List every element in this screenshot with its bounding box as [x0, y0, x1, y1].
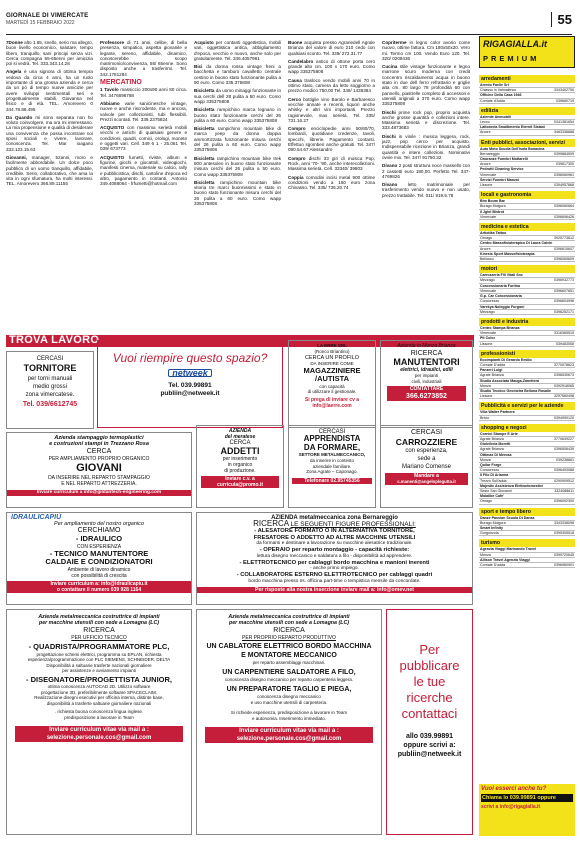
directory-entry-phone: 0399884509 [554, 151, 574, 156]
directory-entry-phone: 0396607851 [554, 288, 574, 293]
classified-ad [382, 182, 470, 198]
classified-ad [6, 40, 93, 66]
directory-entry-detail [479, 531, 575, 536]
directory-entry-phone: 0399720645 [554, 552, 574, 557]
directory-entry-name: Onoranze Funebri Mottarelli [480, 157, 528, 162]
directory-entry-detail [479, 215, 575, 220]
directory-section-title: prodotti e industria [479, 318, 575, 326]
directory-entry-phone: 0396506439 [554, 447, 574, 452]
classified-ad-text: rampichino mountain bike di marca yeep da donna doppia ammortizzata funzionante misura cerchi del 26 pulita a 60 euro. Como wapp 335375808 [194, 126, 281, 153]
classified-ad-lead: Professore [100, 40, 125, 45]
directory-entry-name: Villa Walter Partners [480, 410, 515, 415]
directory-section-title: motori [479, 265, 575, 273]
directory-entry-city: Lecco [480, 120, 490, 125]
classified-ad-lead: 1 Tavolo [100, 87, 119, 93]
directory-entry-phone: 3343402750 [554, 88, 574, 93]
directory-entry-phone: 0396092300 [554, 499, 574, 504]
classified-ad-text: antico di ottone porta cero grande alto cm. 100 x 170 euro. Como wapp 335375808 [288, 58, 375, 75]
classified-ad [382, 134, 470, 160]
classified-ad-lead: Angela [6, 69, 22, 75]
classified-ad-text: fumetti, riviste, album e figurine, giochi e giocattoli, videogiochi, manifesti cinema, materiale su calcio, rally e pubblicistica, dischi, cartoline d'epoca ed altro, pagamento in contanti. Antonio 349.4088064 - frfumetti@hotmail.com [100, 154, 187, 187]
classified-ad-lead: Giovanni, [6, 154, 27, 160]
directory-entry-phone: 0396615607 [554, 246, 574, 251]
directory-entry-phone: 0396252171 [554, 309, 574, 314]
classified-ad-lead: Acquisto [194, 40, 214, 45]
classified-ad-lead: Causa [288, 77, 302, 83]
directory-entry-name: Lattoneria Smaltimento Eternit Sistani [480, 125, 546, 130]
classified-ad-lead: Abbiamo [100, 100, 120, 106]
directory-entry-name: Molalibe Cafe' [480, 494, 505, 499]
directory-section-title: medicina e estetica [479, 223, 575, 231]
ad-quadrista-lomagna: Azienda metalmeccanica costruttrice di impianti per macchine utensili con sede a Lomagna (LC) RICERCA PER UFFICIO TECNICO - QUADRISTA/PROGRAMMATORE PLC, progettazione schemi elettrici, programma su EPLAN, richiesta esperienza/programmazione con PLC SIEMENS, SCHNEIDER, DELTA Disponibilità a saltuarie trasferte nazionali giornaliere per assistenze e avviamento impianti - DISEGNATORE/PROGETTISTA JUNIOR, ottima conoscenza AUTOCAD 2D. Utilizzo software progettazione 3D, preferibilmente software SPACECLAIM. Realizzazione disegni esecutivi per officina interna, distinte base, disponibilità a trasferte saltuarie giornaliere nazionali . richiesta buona conoscenza lingua inglese. predisposizione a lavorare in Team Inviare curriculum vitae via mail a : selezione.personale.cos@gmail.com [6, 609, 192, 835]
directory-entry-city: Bernareggio [480, 151, 500, 156]
directory-entry-name: Smart Infinity [480, 526, 503, 530]
ad-carrozziere: CERCASI CARROZZIERE con esperienza, sede a Mariano Comense Mandare a c.manenti@angeloplegutta.it [380, 425, 473, 508]
directory-entry-phone: 039617300 [556, 162, 574, 167]
directory-entry-detail [479, 99, 575, 104]
directory-entry-detail [479, 394, 575, 399]
directory-entry-name: Kinesis Sport Massofisioterapia [480, 251, 535, 256]
directory-entry-detail [479, 310, 575, 315]
directory-entry-phone: 3925773612 [554, 236, 574, 241]
classified-ad [100, 155, 187, 187]
directory-entry-phone: 0392918065 [554, 383, 574, 388]
classified-ad [288, 156, 375, 172]
directory-entry-city: Gorgonzola [480, 531, 499, 536]
directory-entry-city: Cornate D'adda [480, 563, 506, 568]
classified-ad-lead: Divano [382, 163, 398, 169]
directory-entry-phone: 0396069609 [554, 257, 574, 262]
directory-entry-phone: 0396696426 [554, 214, 574, 219]
classified-ad-text: mi sono separata non ho voluto coinvolgere, ma ora mi interessano. La mia propensione e qualità di desiderare una convivenza che possa incontrare noi sposi sociali e vivere, lavorare, conoscenza. Tel. Mar ioagano 333.123.15.63 [6, 114, 93, 152]
classified-ad [100, 40, 187, 77]
classified-ad [6, 69, 93, 111]
directory-entry-phone: 0396060664 [554, 204, 574, 209]
directory-section-title: Pubblicità e servizi per le aziende [479, 402, 575, 410]
directory-entry-name: Majestic Assistenza Elettrodomestici [480, 483, 543, 488]
classified-ad-text: comodini incisi metal 900 ottime condizioni vendo a 150 euro zona Chivasso. Tel. 335/ 736.20.74 [288, 174, 376, 191]
classified-ad-lead: Dischi [382, 109, 396, 115]
classified-ad [194, 126, 281, 152]
classified-column-2 [100, 40, 187, 189]
classified-ad [288, 126, 375, 152]
classified-ad-lead: Bici [194, 64, 203, 70]
directory-entry-phone: 039483508 [556, 341, 574, 346]
directory-entry-name: Arredo Facile Srl [480, 83, 509, 87]
directory-entry-phone: 039680719 [556, 98, 574, 103]
directory-entry-city: Monza [480, 552, 491, 557]
directory-entry-city: Cornate D'adda [480, 362, 506, 367]
classified-ad-lead: Bicicletta [194, 107, 215, 113]
directory-entry-city: Burago Molgora [480, 204, 506, 209]
directory-entry-name: Centro Stampa Brianza [480, 325, 520, 330]
classified-ad-text: dischi 33 giri di musica Pop, Rock, anni '70- '90, anche interecollezioni. Massima serietà. Cell. 33340/ 39803 [288, 155, 375, 172]
directory-entry-name: Pedrotti Cleaning Service [480, 167, 524, 172]
classified-ad [100, 87, 187, 98]
classified-ad-text: per contanti oggettistica, mobili vari, oggettistica antica, abbigliamento d'epoca, vecchio e nuovo, anche solo per gratuitamente. Tel. 346.4057961 [194, 40, 281, 61]
ad-addetti-produzione: AZIENDA del meratese CERCA ADDETTI per inserimento in organico di produzione. Inviare c.v. a curricula@promo.it [196, 425, 284, 508]
classified-ad-lead: Dischi [382, 133, 396, 139]
directory-entry-city: Vimercate [480, 331, 497, 336]
classified-ad-lead: ACQUISTO [100, 125, 125, 131]
classified-ad-lead: Bicicletta [194, 179, 215, 185]
classified-ad [288, 175, 375, 191]
directory-entry-city: Trezzo Sull'adda [480, 478, 507, 483]
classified-ad [194, 40, 281, 61]
classified-ad [100, 125, 187, 151]
classified-ad-text: stile vintage funzionante e legno marrone scuro moderna con credit concentro riscaldamento acqua in buono stato in due dell ferro refrattario e griglie alta cm. 80 largo 78 profondità 60 con pannello, piastrelle completo di accessori e utensili originali a 370 euro. Como wapp 335375808 [382, 64, 471, 107]
directory-entry-city: Mezzago [480, 309, 495, 314]
directory-entry-name: Agenzia Viaggi Marinando Travel [480, 547, 537, 552]
classified-ad-text: in legno color avorio come nuovo, ottime fattura. Cm 180x50x20. Vero mi. Termo cm 100. Vendo Euro 120. Tel. 320/ 0209436 [382, 40, 471, 61]
classified-ad [100, 101, 187, 122]
directory-entry-phone: 3343338098 [554, 520, 574, 525]
idraulicapiu-logo: IDRAULICAPIÙ [11, 514, 62, 521]
directory-entry-phone: 0396932773 [554, 278, 574, 283]
classified-ad-lead: Cucina [382, 64, 398, 70]
ad-magazziniere: LA ERRE SRL (Ronco Briantino) CERCA UN PROFILO DA INSERIRE COME MAGAZZINIERE /AUTISTA con capacità di utilizzare il gestionale. Si prega di inviare cv a info@laerre.com [288, 340, 376, 428]
classified-ad [6, 115, 93, 152]
classified-column-3 [194, 40, 281, 209]
classified-ad-text: enciclopedie anni 50/60/70, lombardi, quotidiane credenze, tavoli, specchi, librerie. Pagamento contanti. Effettuo sgomberi anche gratuiti. Tel. 347/ 090.54.67 Alessandro [288, 126, 376, 153]
ricerca-line: RICERCA LE SEGUENTI FIGURE PROFESSIONALI: [253, 519, 416, 528]
directory-entry-city: Lissone [480, 341, 493, 346]
directory-entry-city: Vimercate [480, 214, 497, 219]
classified-ad [288, 78, 375, 94]
rigagialla-promo: Vuoi esserci anche tu? Chiama lo 039.99891 oppure scrivi a info@rigagialla.it [479, 784, 575, 836]
classified-ad-text: acquista presso Agrariedell Agrale Brianza del valore di euro 210 cedo con qualsiasi sconto. Tel. 339/ 272.31.77 [288, 40, 375, 56]
ad-pubblica-ricerche: Per pubblicare le tue ricerche contattaci allo 039.99891 oppure scrivi a: publiin@netweek.it [386, 609, 473, 835]
directory-entry-detail [479, 183, 575, 188]
directory-entry-detail [479, 416, 575, 421]
directory-entry-name: Studio Tecnico Geometra Bellona Rosalle [480, 388, 552, 393]
directory-entry-city: Concorezzo [480, 468, 500, 473]
directory-entry-city: Vimercate [480, 288, 497, 293]
directory-entry-name: Concessionaria Fortina [480, 283, 520, 288]
ad-idraulico: IDRAULICAPIÙ Per ampliamento del nostro organico CERCHIAMO - IDRAULICO CON ESPERIENZA - TECNICO MANUTENTORE CALDAIE E CONDIZIONATORI Ambiente di lavoro dinamico con possibilità di crescita Inviare curriculum a: info@idraulicapiu.it o contattare il numero 039 928 1164 [6, 512, 192, 605]
directory-section-title: arredamenti [479, 75, 575, 83]
directory-entry-city: Agrate Brianza [480, 447, 504, 452]
directory-entry-detail [479, 257, 575, 262]
classified-ad [194, 88, 281, 104]
classified-ad-text: 2 posti struttura noce massello con 2 cassetti euro 180,00. Perfetto Tel. 347-4769826 [382, 163, 471, 179]
directory-entry-phone: 0396604996 [554, 299, 574, 304]
publication-name: GIORNALE DI VIMERCATE [6, 12, 89, 19]
directory-entry-city: Arcore [480, 246, 491, 251]
publication-date: MARTEDÌ 15 FEBBRAIO 2022 [6, 20, 75, 26]
directory-entry-detail [479, 563, 575, 568]
page-number: 55 [551, 12, 572, 27]
directory-entry-name: Auto Moto Scuola Dell'Isola Bonacina [480, 146, 545, 151]
classified-ad-lead: Cerco [288, 96, 302, 102]
classified-ad-lead: Candelabro [288, 58, 314, 64]
directory-entry-phone: 0396960901 [554, 563, 574, 568]
directory-entry-city: Agrate Brianza [480, 373, 504, 378]
classified-ad-text: con massima serietà mobili vecchi e antichi di qualsiasi genere e condizioni, quadri, cornici, orologi, monete e oggetti vari. Cell. 349 6 1 - 25.061 Tel. 039/ 673773 [100, 125, 187, 152]
directory-section-title: sport e tempo libero [479, 508, 575, 516]
section-banner-trova-lavoro: TROVA LAVORO [6, 335, 474, 347]
classified-ad-text: da donna rossa vintage freni a bacchetta e tamburo cavalletto centrale cestino in buono stato funzionante pulita a 90 euro. Como 335.375808 [194, 64, 281, 86]
directory-entry-name: Il Filo Di Arianna [480, 473, 509, 478]
directory-entry-phone: 039238861 [556, 457, 574, 462]
rigagialla-directory [479, 36, 575, 842]
classified-ad [288, 40, 375, 56]
directory-entry-city: Arcore [480, 130, 491, 135]
directory-entry-name: Panzeri Luigi [480, 368, 503, 373]
classified-ad-text: in vinile : musica leggera, rock, jazz, pop cerco per acquisto. Indispensabile ricezione in Brianza, grandi quantità e intere collezioni. Nominativi ovvie mix. Tel. 347/ 91750.32 [382, 133, 470, 160]
directory-entry-phone: 0396060961 [554, 172, 574, 177]
directory-listing [479, 72, 575, 568]
classified-ad-lead: Copriterme [382, 40, 407, 45]
classified-ad-lead: Bicicletta [194, 88, 215, 94]
classified-ad-lead: 7Donne [6, 40, 23, 45]
directory-entry-city: Concorezzo [480, 299, 500, 304]
classified-ad [288, 97, 375, 123]
classified-ad-lead: Compro [288, 155, 306, 161]
directory-entry-city: Arcore [480, 162, 491, 167]
directory-entry-city: Ornago [480, 236, 492, 241]
classified-ad-text: massiccio 200x90 anni 80 circa. Tel. 3476696788 [100, 87, 188, 98]
directory-entry-detail [479, 342, 575, 347]
classified-ad-text: rampichino mountain bike vitoria tre marci buonnissimi e stato in buono stato funzionante misura cerchi del 26 pulita a 60 euro. Como wapp 335375808 [194, 179, 281, 207]
directory-entry-city: Sesto San Giovanni [480, 488, 512, 493]
classified-ad [194, 156, 281, 177]
classified-ad-text: da uomo minaggi funzionante in sua cerchi dell 28 pulita a 50 euro. Como wapp 335375808 [194, 88, 281, 104]
rigagialla-logo: RIGAGIALLA.it PREMIUM [479, 36, 575, 68]
netweek-logo: netweek [168, 369, 212, 377]
classified-ad-lead: Divano [382, 182, 398, 188]
ad-riempire-spazio: Vuoi riempire questo spazio? netweek Tel. 039.99891 publiin@netweek.it [97, 340, 283, 428]
classified-ad-lead: Coppia [288, 174, 304, 180]
directory-entry-name: Carrozzeria Fili Vitali Snc [480, 273, 523, 278]
directory-entry-name: Bim Boum Bar [480, 199, 505, 204]
ad-manutentori: Azienda in Monza Brianza RICERCA MANUTENTORI elettrici, idraulici, edili per impianti civili, industriali CONTATTARE 366.6273852 [380, 340, 473, 428]
directory-entry-city: Agrate Brianza [480, 436, 504, 441]
directory-entry-city: Burago Molgora [480, 520, 506, 525]
ad-apprendista: CERCASI APPRENDISTA DA FORMARE, SETTORE METALMECCANICO, da inserire in contesto aziendale familiare. Zona Agrate – Caponago. Telefonare 02.95745356 [288, 425, 376, 508]
directory-entry-name: Quilar Forge [480, 462, 502, 467]
directory-entry-city: Cornate d'Adda [480, 98, 505, 103]
directory-section-title: edilizia [479, 107, 575, 115]
directory-entry-name: Centro Massofisioterapico Di Laura Calvin [480, 241, 553, 246]
classified-ad [382, 110, 470, 131]
directory-entry-name: Servizi Funebri Manzoi [480, 177, 519, 182]
classified-column-1 [6, 40, 93, 190]
directory-entry-city: Chiasso in Valmalenco [480, 88, 517, 93]
classified-ad [194, 107, 281, 123]
directory-entry-name: Gioielleria Moretti [480, 442, 511, 447]
directory-entry-name: Ecoimpianti Di Gerardo Emilio [480, 357, 532, 362]
classified-column-5 [382, 40, 470, 201]
directory-entry-phone: 0290909512 [554, 478, 574, 483]
classified-ad-text: rampichino marca legnano in buono stato funzionante cerchi del 26 pulita a 60 euro. Como wapp 335375808 [194, 107, 281, 123]
classified-ad-text: rampichino mountain bike trek 800 antesoleo in buono stato funzionante misura cerchi del 26 pulita a 50 euro. Como wapp 335375808 [194, 155, 281, 177]
directory-entry-phone: 0396493088 [554, 468, 574, 473]
directory-entry-name: Officine Della Casa 1946 [480, 93, 522, 98]
directory-entry-name: Aziende Ammobili [480, 114, 512, 119]
classified-ad-text: manager, 52anni, moro e facilmente abbordabile. Un dolce poco pubblico di un uomo tranquillo, affidabile, credibile. Serio, collaborativo, che ama la vita in ogni sfumatura, ha molti interessi. TEL. Amorevero 366.89.11155 [6, 154, 93, 187]
directory-entry-detail [479, 499, 575, 504]
directory-entry-name: Danze Passion Scuola Di Danza [480, 515, 535, 520]
classified-ad [6, 155, 93, 187]
directory-entry-city: Monza [480, 457, 491, 462]
directory-entry-name: Allison Travel Agenzia Viaggi [480, 557, 530, 562]
directory-section-title: shopping e negozi [479, 424, 575, 432]
ad-giovani-stampaggio: Azienda stampaggio termoplastici e costruzioni stampi in Trezzano Rosa CERCA PER AMPLIAMENTO PROPRIO ORGANICO GIOVANI DA INSERIRE NEL REPARTO STAMPAGGIO E NEL REPARTO ATTREZZERIA. Inviare curriculum a info@gildantech-engineering.com [6, 432, 192, 508]
classified-ad-text: bottiglie vino Barolo e Barbaresco vecchie annate e recenti, liquori anche whisky e altri vini importanti. Prezzo ragionevole, max serietà. Tel. 335/ 731.16.27 [288, 96, 375, 123]
directory-entry-city: Lissone [480, 183, 493, 188]
directory-entry-phone: 3463336888 [554, 130, 574, 135]
directory-entry-name: Varekya Noleggio Furgoni [480, 304, 525, 309]
directory-section-title: professionisti [479, 350, 575, 358]
classified-ad-text: trasloco vendo mobili anni 70 in ottimo stato, camera da letto soggiorno a prezzo modico 750,00 Tel. 349/ 1436384 [288, 77, 375, 94]
directory-entry-city: Monza [480, 383, 491, 388]
directory-section-title: turismo [479, 539, 575, 547]
directory-entry-city: Lissone [480, 394, 493, 399]
page-header [6, 10, 572, 35]
classified-ad [382, 163, 470, 179]
directory-section-title: locali e gastronomia [479, 191, 575, 199]
ad-metalmeccanica-bernareggio: AZIENDA metalmeccanica zona Bernareggio RICERCA LE SEGUENTI FIGURE PROFESSIONALI: - ALESATORE FORMATO O IN ALTERNATIVA TORNITORE, FRESATORE O ADDETTO AD ALTRE MACCHINE UTENSILI da formarsi e destinare a lavorazione su macchine alesatrice tradizionale. - OPERAIO per reparto montaggio - capacità richieste: lettura disegno meccanico e saldatura a filo - disponibilità ad apprendere. - ELETTROTECNICO per cablaggi bordo macchina e manioni inerenti - anche primo impiego. - COLLABORATORE ESTERNO ELETTROTECNICO per cablaggi quadri bordo macchina presso ns. officina part-time o tempistica mensile da concordate. Per risposte alla nostra inserzione inviare mail a: info@omev.net [196, 512, 473, 605]
classified-ad-text: prime rock pop, proprio acquista anche grosse quantità e collezioni intere. Massima serietà e discrezione. Tel. 333.4873683 [382, 109, 471, 131]
classified-ad-lead: Da Quando [6, 114, 33, 120]
section-heading: MERCATINO [100, 79, 142, 87]
directory-entry-name: Artiotika Tattoo [480, 231, 507, 236]
directory-entry-city: Ornago [480, 499, 492, 504]
classified-ad-text: di 71 anni, celibe, di bella presenza, simpatico, aspetta giovanile e legante, sereno, affidabile, dinamico, conoscerebbe scopo matrimonio/convivenza, 56/ 65enne. Sono disposto anche a trasferirmi. Tel. 342.1781284 [100, 40, 187, 77]
classified-ad-lead: Bicicletta [194, 155, 215, 161]
directory-entry-city: Brivio [480, 415, 489, 420]
directory-entry-city: Mezzago [480, 278, 495, 283]
classified-column-4 [288, 40, 375, 193]
classified-ad-text: è una signora di ottima tempra vedova da circa 4 anni, ha un ruolo importante di una grossa azienda e cerca da un pò di tempo nuove amicizie per avere sviluppi sentimentali seri e progettualmente stabili. Giovanna nel fisico e di età. TEL. Amorevero 0 344.78.88.495 [6, 69, 93, 112]
classified-ad [382, 64, 470, 106]
directory-entry-name: G.p. Car Concessionaria [480, 294, 522, 299]
directory-entry-phone: 0394957868 [554, 183, 574, 188]
directory-entry-name: Studio Associato Mauga-Zanettera [480, 378, 539, 383]
directory-entry-phone: 3297660498 [554, 394, 574, 399]
classified-ad-text: letto matrimoniale per trasferimento vendo nuovo e non usato, prezzo trattabile. Tel. 011/ 919.5.78 [382, 182, 471, 198]
classified-ad-lead: ACQUISTO [100, 154, 125, 160]
classified-ad-text: varie sanicinesche vintage, nuove e anche riscrodente, ma e ancora, valvole per collezionisti, tubi flessibili. Prezzi scontati. Tel. 339.2375824 [100, 100, 187, 122]
directory-entry-detail [479, 130, 575, 135]
directory-entry-phone: 3324088811 [554, 488, 574, 493]
directory-entry-phone: 0341381654 [554, 120, 574, 125]
directory-entry-phone: 3770639227 [554, 436, 574, 441]
classified-ad [194, 180, 281, 206]
directory-entry-name: Cornici Stampe E Arte [480, 431, 518, 436]
classified-ad [382, 40, 470, 61]
directory-section-title: Enti pubblici, associazioni, servizi [479, 139, 575, 147]
directory-entry-phone: 0394990120 [554, 415, 574, 420]
classified-ad-text: alto 1.65, snello, serio ma allegro, buon livello economico, salutare, tempo libero, tranquillo, sani principi senza vizi. Cerca compagna 55-65enni per amicizia poi si vedrà. Tel. 333.343.14.28 [6, 40, 93, 67]
directory-entry-phone: 3316365519 [554, 331, 574, 336]
classified-ad-lead: Compro [288, 126, 306, 132]
directory-entry-phone: 0395305518 [554, 531, 574, 536]
directory-entry-phone: 0396530673 [554, 373, 574, 378]
directory-entry-name: Il Jgtel Bistrot [480, 209, 504, 214]
directory-entry-city: Bellusco [480, 257, 494, 262]
directory-entry-name: Plt Color [480, 336, 495, 341]
classified-ad-lead: Buone [288, 40, 303, 45]
directory-entry-phone: 3770078623 [554, 362, 574, 367]
directory-entry-city: Vimercate [480, 172, 497, 177]
ad-tornitore: CERCASI TORNITORE per torni manuali medio grossi zona vimercatese. Tel. 039/6612745 [6, 351, 94, 429]
ad-cablatore-lomagna: Azienda metalmeccanica costruttrice di impianti per macchine utensili con sede a Lomagna (LC) RICERCA PER PROPRIO REPARTO PRODUTTIVO UN CABLATORE ELETTRICO BORDO MACCHINA E MONTATORE MECCANICO per reparto assemblaggi macchinari. UN CARPENTIERE SALDATORE A FILO, conoscenza disegno meccanico per reparto carpenteria leggera. UN PREPARATORE TAGLIO E PIEGA, conoscenza disegno meccanico e uso macchine utensili di carpenteria. Si richiede esperienza, predisposizione a lavorare in Team e autonomia. Inserimento immediato. Inviare curriculum vitae via mail a : selezione.personale.cos@gmail.com [196, 609, 382, 835]
classified-ad-lead: Bicicletta [194, 126, 215, 132]
classified-ad [194, 64, 281, 85]
classified-ad [288, 59, 375, 75]
directory-entry-name: Ottimax Di Merosa [480, 452, 512, 457]
